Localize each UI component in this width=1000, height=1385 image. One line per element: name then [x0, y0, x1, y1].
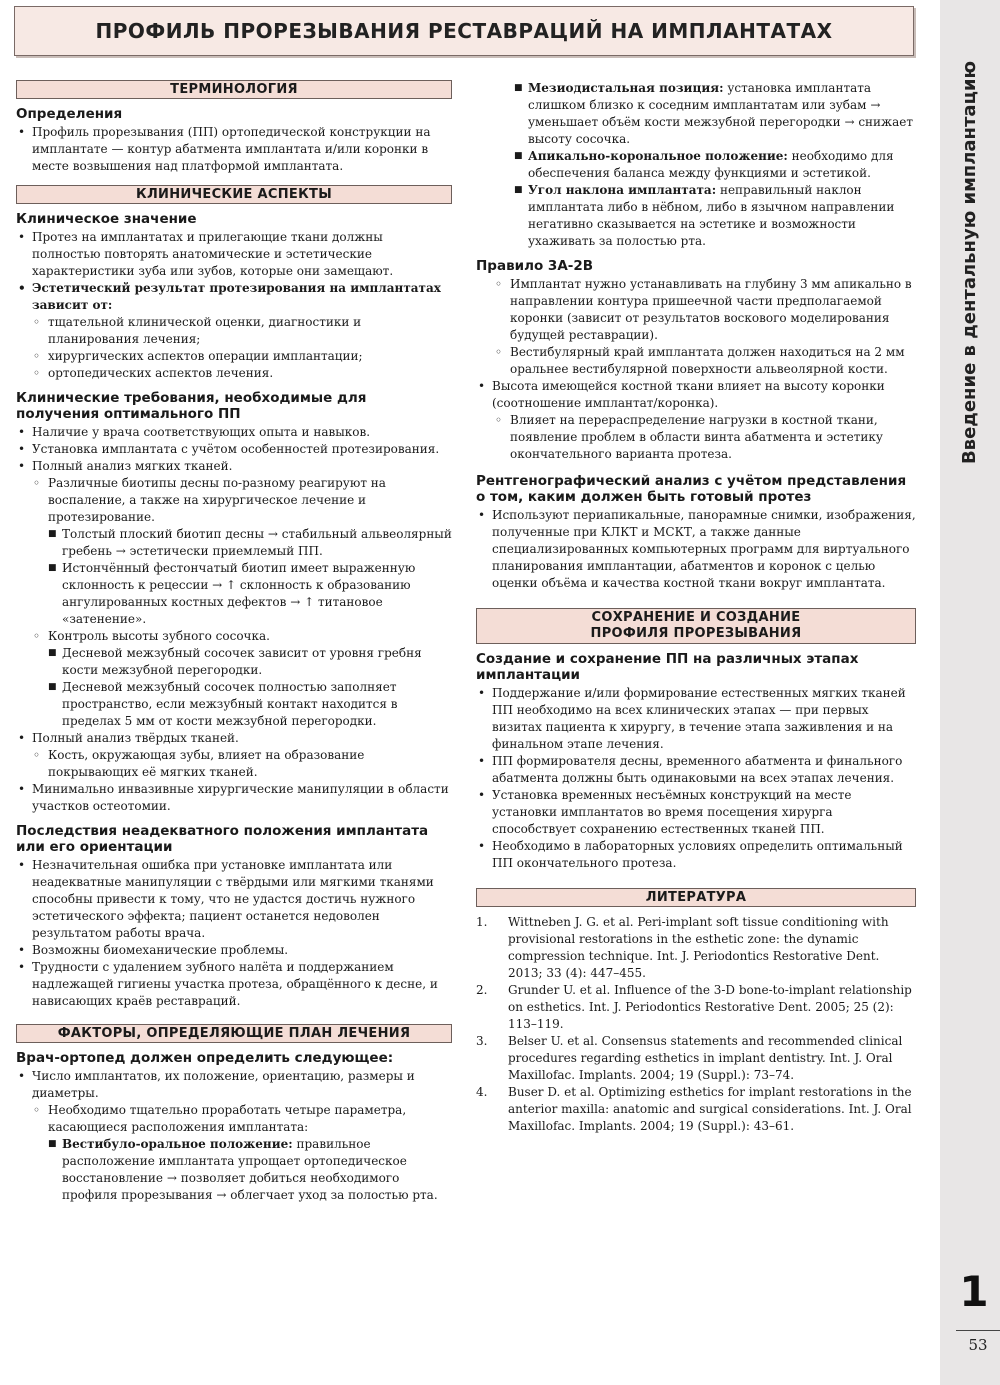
list-item: • Высота имеющейся костной ткани влияет на высоту коронки (соотношение имплантат/коронка). — [476, 378, 916, 412]
param-text: установка имплантата слишком близко к соседним имплантатам или зубам → уменьшает объём кости межзубной перегородки → снижает высоту сосочка. — [528, 81, 913, 146]
list-item: • Используют периапикальные, панорамные снимки, изображения, полученные при КЛКТ и МСКТ, а также данные специализированных компьютерных программ для виртуального планирования имплантации, абатментов и коронок с целью оценки объёма и качества костной ткани вокруг имплантата. — [476, 507, 916, 592]
subheading-consequences: Последствия неадекватного положения имплантата или его ориентации — [16, 823, 429, 855]
param-text: неправильный наклон имплантата либо в нёбном, либо в язычном направлении негативно сказывается на эстетике и возможности ухаживать за полостью рта. — [528, 183, 895, 248]
list-item: • Трудности с удалением зубного налёта и поддержанием надлежащей гигиены участка протеза, обращённого к десне, и нависающих краёв реставраций. — [16, 959, 452, 1010]
list-item: • Полный анализ мягких тканей. — [16, 458, 452, 475]
right-column — [476, 80, 916, 1135]
subheading-factors: Врач-ортопед должен определить следующее: — [16, 1050, 394, 1066]
param-text: правильное расположение имплантата упрощает ортопедическое восстановление → позволяет добиться необходимого профиля прорезывания → облегчает уход за полостью рта. — [62, 1137, 438, 1202]
list-item: • Число имплантатов, их положение, ориентацию, размеры и диаметры. — [16, 1068, 452, 1102]
param-label: Угол наклона имплантата: — [528, 183, 717, 197]
subheading-definitions: Определения — [16, 106, 123, 122]
list-item: ◦ Необходимо тщательно проработать четыре параметра, касающиеся расположения имплантата: — [16, 1102, 452, 1136]
reference-number: 2. — [476, 983, 488, 997]
list-item: • Возможны биомеханические проблемы. — [16, 942, 452, 959]
list-item: • Протез на имплантатах и прилегающие ткани должны полностью повторять анатомические и эстетические характеристики зуба или зубов, которые они замещают. — [16, 229, 452, 280]
list-item: • Необходимо в лабораторных условиях определить оптимальный ПП окончательного протеза. — [476, 838, 916, 872]
list-item: ◦ Контроль высоты зубного сосочка. — [16, 628, 452, 645]
list-item: • Установка временных несъёмных конструкций на месте установки имплантатов во время посещения хирурга способствует сохранению естественных тканей ПП. — [476, 787, 916, 838]
list-item: ◦ хирургических аспектов операции имплантации; — [16, 348, 452, 365]
subheading-rule: Правило 3A-2B — [476, 258, 594, 274]
section-heading-factors: ФАКТОРЫ, ОПРЕДЕЛЯЮЩИЕ ПЛАН ЛЕЧЕНИЯ — [16, 1024, 452, 1043]
list-item: ◦ Влияет на перераспределение нагрузки в костной ткани, появление проблем в области винта абатмента и эстетику окончательного варианта протеза. — [476, 412, 916, 463]
list-item: • Поддержание и/или формирование естественных мягких тканей ПП необходимо на всех клинических этапах — при первых визитах пациента к хирургу, в течение этапа заживления и на финальном этапе лечения. — [476, 685, 916, 753]
list-item: • Минимально инвазивные хирургические манипуляции в области участков остеотомии. — [16, 781, 452, 815]
param-label: Вестибуло-оральное положение: — [62, 1137, 293, 1151]
section-heading-clinical: КЛИНИЧЕСКИЕ АСПЕКТЫ — [16, 185, 452, 204]
section-heading-line: СОХРАНЕНИЕ И СОЗДАНИЕ — [591, 610, 801, 625]
param-label: Мезиодистальная позиция: — [528, 81, 724, 95]
reference-number: 3. — [476, 1034, 488, 1048]
list-item: • Установка имплантата с учётом особенностей протезирования. — [16, 441, 452, 458]
section-heading-literature: ЛИТЕРАТУРА — [476, 888, 916, 907]
list-item: • Эстетический результат протезирования на имплантатах зависит от: — [16, 280, 452, 314]
list-item: ■ Десневой межзубный сосочек полностью заполняет пространство, если межзубный контакт находится в пределах 5 мм от кости межзубной перегородки. — [16, 679, 452, 730]
subheading-requirements: Клинические требования, необходимые для получения оптимального ПП — [16, 390, 367, 422]
page-title: ПРОФИЛЬ ПРОРЕЗЫВАНИЯ РЕСТАВРАЦИЙ НА ИМПЛАНТАТАХ — [95, 19, 833, 43]
list-item: • Незначительная ошибка при установке имплантата или неадекватные манипуляции с твёрдыми или мягкими тканями способны привести к тому, что не удастся достичь нужного эстетического эффекта; пациент останется недоволен результатом работы врача. — [16, 857, 452, 942]
page-number: 53 — [968, 1336, 988, 1354]
list-item: ■ Толстый плоский биотип десны → стабильный альвеолярный гребень → эстетически приемлемый ПП. — [16, 526, 452, 560]
section-heading-line: ПРОФИЛЯ ПРОРЕЗЫВАНИЯ — [590, 626, 802, 641]
list-item: • Профиль прорезывания (ПП) ортопедической конструкции на имплантате — контур абатмента имплантата и/или коронки в месте возвышения над платформой имплантата. — [16, 124, 452, 175]
reference-item — [476, 982, 916, 1033]
reference-number: 4. — [476, 1085, 488, 1099]
reference-text: Belser U. et al. Consensus statements and recommended clinical procedures regarding esthetics in implant dentistry. Int. J. Oral Maxillofac. Implants. 2004; 19 (Suppl.): 73–74. — [508, 1034, 903, 1082]
reference-number: 1. — [476, 915, 488, 929]
param-text: необходимо для обеспечения баланса между функциями и эстетикой. — [528, 149, 894, 180]
list-item: ◦ Имплантат нужно устанавливать на глубину 3 мм апикально в направлении контура пришеечной части предполагаемой коронки (зависит от результатов воскового моделирования будущей реставрации). — [476, 276, 916, 344]
list-item: ◦ ортопедических аспектов лечения. — [16, 365, 452, 382]
list-item: ◦ Вестибулярный край имплантата должен находиться на 2 мм оральнее вестибулярной поверхности альвеолярной кости. — [476, 344, 916, 378]
list-item — [476, 148, 916, 182]
left-column — [16, 80, 452, 1204]
section-heading-preservation — [476, 608, 916, 644]
list-item: ◦ Кость, окружающая зубы, влияет на образование покрывающих её мягких тканей. — [16, 747, 452, 781]
list-item: • Наличие у врача соответствующих опыта и навыков. — [16, 424, 452, 441]
list-item: ◦ Различные биотипы десны по-разному реагируют на воспаление, а также на хирургическое лечение и протезирование. — [16, 475, 452, 526]
param-label: Апикально-корональное положение: — [528, 149, 788, 163]
reference-item — [476, 914, 916, 982]
list-item — [476, 182, 916, 250]
reference-item — [476, 1033, 916, 1084]
list-item: ■ Истончённый фестончатый биотип имеет выраженную склонность к рецессии → ↑ склонность к образованию ангулированных костных дефектов → ↑ титановое «затенение». — [16, 560, 452, 628]
subheading-xray: Рентгенографический анализ с учётом представления о том, каким должен быть готовый протез — [476, 473, 907, 505]
chapter-number: 1 — [959, 1267, 989, 1316]
subheading-significance: Клиническое значение — [16, 211, 197, 227]
list-item — [16, 1136, 452, 1204]
list-item: • Полный анализ твёрдых тканей. — [16, 730, 452, 747]
side-label-wrap — [940, 62, 1000, 462]
reference-text: Grunder U. et al. Influence of the 3-D bone-to-implant relationship on esthetics. Int. J. Periodontics Restorative Dent. 2005; 25 (2): 113–119. — [508, 983, 912, 1031]
list-item: ■ Десневой межзубный сосочек зависит от уровня гребня кости межзубной перегородки. — [16, 645, 452, 679]
list-item: • ПП формирователя десны, временного абатмента и финального абатмента должны быть одинаковыми на всех этапах лечения. — [476, 753, 916, 787]
reference-item — [476, 1084, 916, 1135]
section-heading-terminology: ТЕРМИНОЛОГИЯ — [16, 80, 452, 99]
reference-text: Wittneben J. G. et al. Peri-implant soft tissue conditioning with provisional restorations in the esthetic zone: the dynamic compression technique. Int. J. Periodontics Restorative Dent. 2013; 33 (4): 447–455. — [508, 915, 889, 980]
page-title-box — [14, 6, 914, 56]
reference-text: Buser D. et al. Optimizing esthetics for implant restorations in the anterior maxilla: anatomic and surgical considerations. Int. J. Oral Maxillofac. Implants. 2004; 19 (Suppl.): 43–61. — [508, 1085, 912, 1133]
list-item: ◦ тщательной клинической оценки, диагностики и планирования лечения; — [16, 314, 452, 348]
list-item — [476, 80, 916, 148]
side-label: Введение в дентальную имплантацию — [959, 60, 981, 464]
page-number-rule — [956, 1330, 1000, 1331]
subheading-preservation: Создание и сохранение ПП на различных этапах имплантации — [476, 651, 859, 683]
